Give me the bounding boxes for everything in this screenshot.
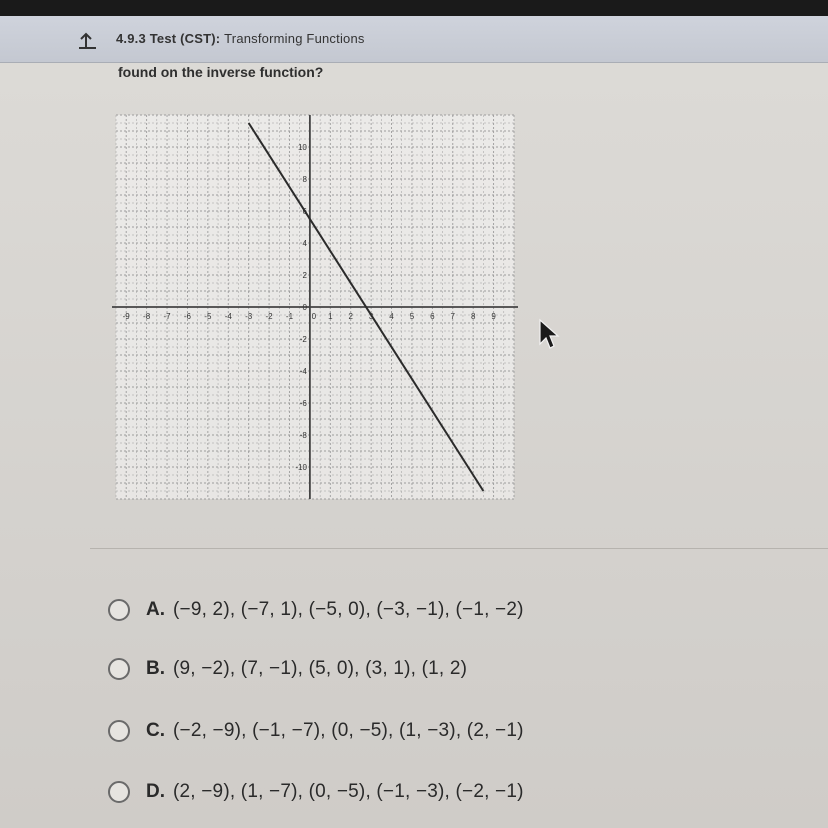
x-tick-label: -6	[183, 312, 191, 321]
x-tick-label: -9	[122, 312, 130, 321]
coordinate-graph	[96, 107, 526, 507]
choice-b[interactable]	[108, 653, 467, 685]
y-tick-label: 6	[302, 207, 307, 216]
y-tick-label: -4	[299, 367, 307, 376]
question-text: found on the inverse function?	[118, 64, 324, 77]
choice-text: (2, −9), (1, −7), (0, −5), (−1, −3), (−2, −1)	[173, 781, 524, 802]
x-tick-label: -4	[224, 312, 232, 321]
test-header	[0, 16, 828, 63]
x-tick-label: 2	[348, 312, 353, 321]
x-tick-label: -1	[285, 312, 294, 321]
x-tick-label: 0	[311, 312, 317, 321]
x-tick-label: 9	[491, 312, 496, 321]
y-tick-label: -6	[299, 399, 307, 408]
y-tick-label: 0	[302, 303, 307, 312]
x-tick-label: 7	[450, 312, 455, 321]
y-tick-label: 8	[302, 175, 307, 184]
lesson-number: 4.9.3	[116, 31, 146, 46]
x-tick-label: 1	[328, 312, 333, 321]
choice-text: (−2, −9), (−1, −7), (0, −5), (1, −3), (2, −1)	[173, 720, 524, 741]
screen-bezel	[0, 0, 828, 16]
lesson-title: Transforming Functions	[224, 31, 365, 46]
choice-letter: B.	[146, 658, 165, 679]
choice-c[interactable]	[108, 715, 524, 747]
choice-letter: D.	[146, 781, 165, 802]
x-tick-label: 3	[368, 312, 374, 321]
x-tick-label: -3	[245, 312, 253, 321]
y-tick-label: -2	[299, 335, 307, 344]
y-tick-label: 4	[302, 239, 307, 248]
y-tick-label: 10	[297, 143, 307, 152]
radio-button-b[interactable]	[108, 658, 130, 680]
choice-letter: A.	[146, 599, 165, 620]
radio-button-c[interactable]	[108, 720, 130, 742]
x-tick-label: -7	[163, 312, 171, 321]
choice-text: (−9, 2), (−7, 1), (−5, 0), (−3, −1), (−1, −2)	[173, 599, 524, 620]
x-tick-label: -5	[204, 312, 212, 321]
y-tick-label: -8	[299, 431, 307, 440]
test-type: Test (CST):	[149, 31, 221, 46]
choice-d[interactable]	[108, 776, 524, 808]
radio-button-a[interactable]	[108, 599, 130, 621]
choice-a[interactable]	[108, 594, 524, 626]
x-tick-label: -2	[265, 312, 273, 321]
radio-button-d[interactable]	[108, 781, 130, 803]
choice-text: (9, −2), (7, −1), (5, 0), (3, 1), (1, 2)	[173, 658, 468, 679]
choice-letter: C.	[146, 720, 165, 741]
x-tick-label: -8	[143, 312, 151, 321]
divider	[90, 548, 828, 549]
page-title	[116, 31, 365, 46]
back-arrow-icon[interactable]	[76, 30, 100, 50]
x-tick-label: 8	[470, 312, 476, 321]
y-tick-label: -10	[295, 463, 307, 472]
x-tick-label: 5	[409, 312, 415, 321]
y-tick-label: 2	[302, 271, 307, 280]
mouse-cursor-icon	[538, 318, 562, 350]
x-tick-label: 4	[389, 312, 394, 321]
question-area	[0, 63, 828, 828]
x-tick-label: 6	[430, 312, 435, 321]
